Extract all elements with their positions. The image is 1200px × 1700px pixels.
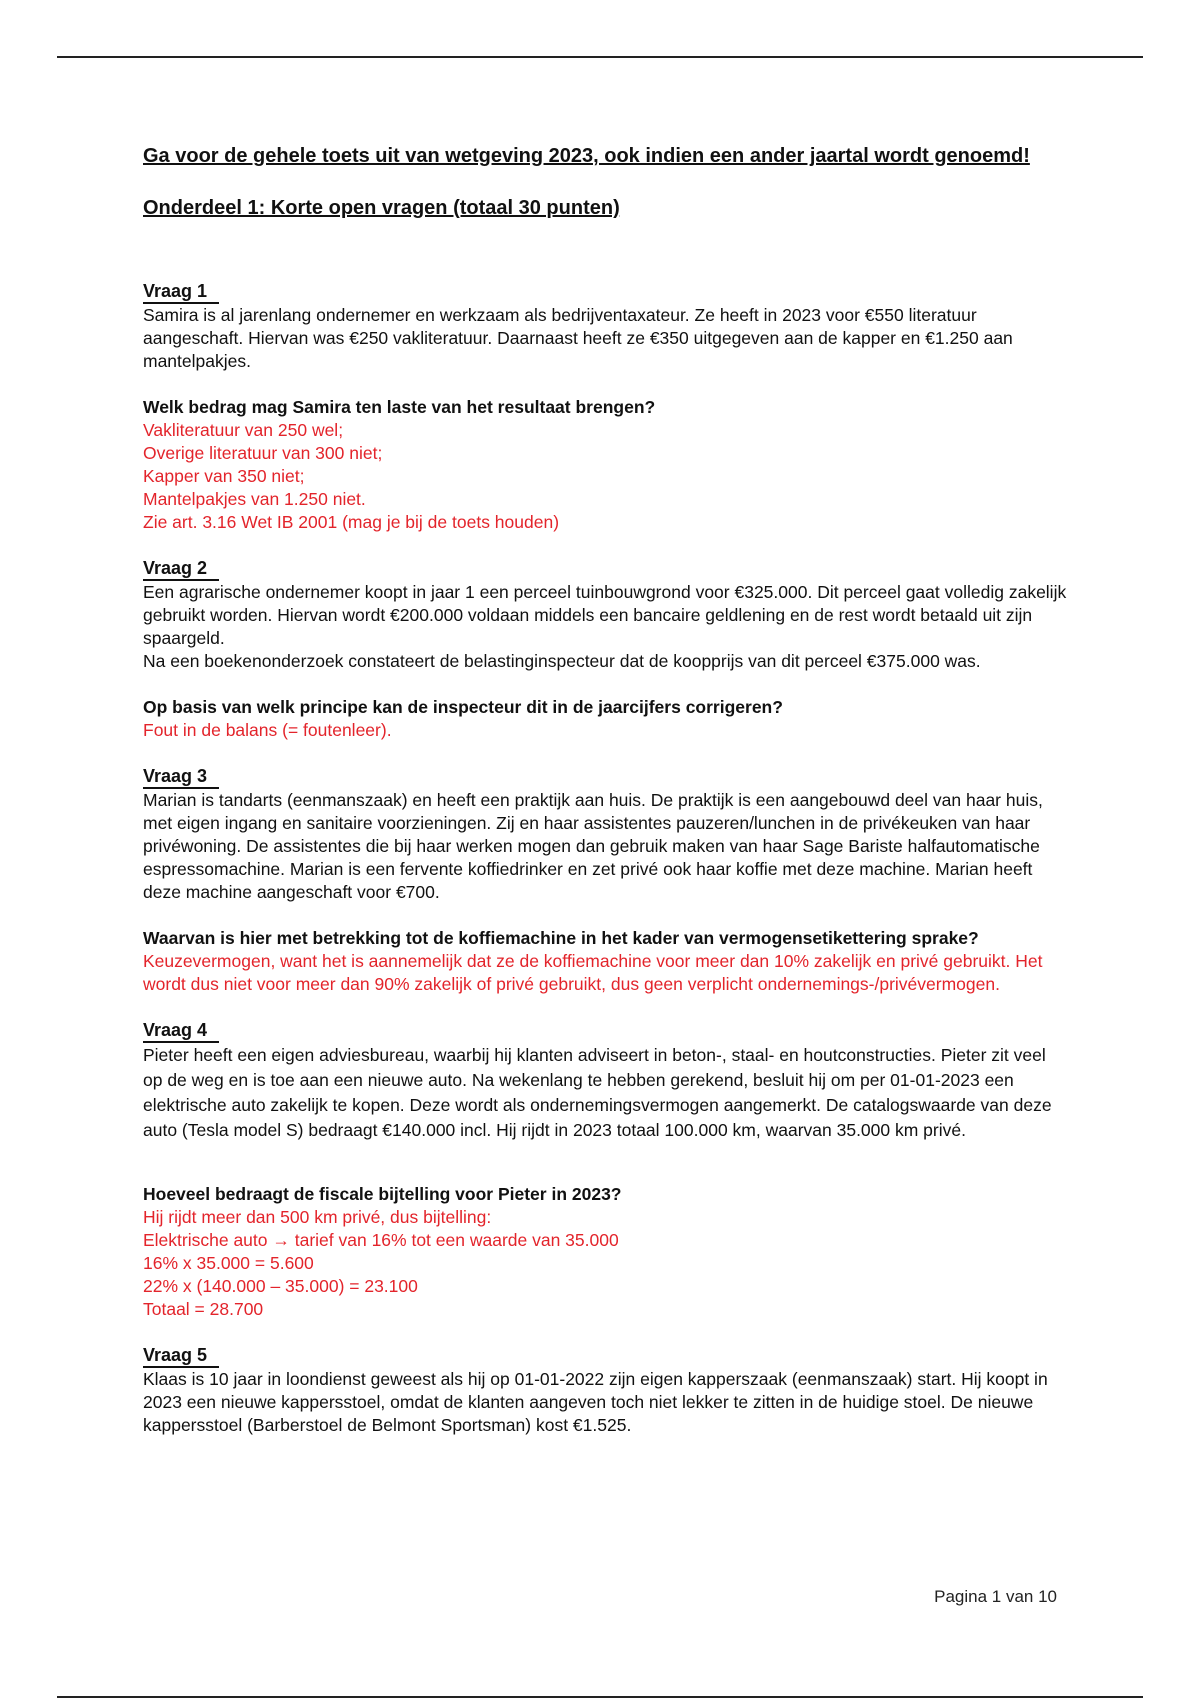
answer-line: Zie art. 3.16 Wet IB 2001 (mag je bij de toets houden) xyxy=(143,512,560,532)
question-label: Vraag 4 xyxy=(143,1019,219,1043)
answer-line: Keuzevermogen, want het is aannemelijk dat ze de koffiemachine voor meer dan 10% zakelijk en privé gebruikt. Het wordt dus niet voor meer dan 90% zakelijk of privé gebruikt, dus geen verplicht ondernemings-/privévermogen. xyxy=(143,951,1043,994)
header-rule xyxy=(57,56,1143,58)
question-prompt: Hoeveel bedraagt de fiscale bijtelling voor Pieter in 2023? xyxy=(143,1184,622,1204)
question-label: Vraag 2 xyxy=(143,557,219,581)
question-block-5 xyxy=(143,1344,1068,1437)
question-block-2 xyxy=(143,557,1068,742)
answer-line: Kapper van 350 niet; xyxy=(143,466,305,486)
document-title: Ga voor de gehele toets uit van wetgeving 2023, ook indien een ander jaartal wordt genoemd! xyxy=(143,145,1030,167)
question-block-4 xyxy=(143,1019,1068,1321)
question-prompt: Op basis van welk principe kan de inspecteur dit in de jaarcijfers corrigeren? xyxy=(143,697,783,717)
document-body xyxy=(143,144,1068,1437)
answer-line: Elektrische auto → tarief van 16% tot een waarde van 35.000 xyxy=(143,1230,619,1250)
question-block-1 xyxy=(143,280,1068,534)
question-label: Vraag 1 xyxy=(143,280,219,304)
question-text: Pieter heeft een eigen adviesbureau, waarbij hij klanten adviseert in beton-, staal- en houtconstructies. Pieter zit veel op de weg en is toe aan een nieuwe auto. Na wekenlang te hebben gerekend, besluit hij om per 01-01-2023 een elektrische auto zakelijk te kopen. Deze wordt als ondernemingsvermogen aangemerkt. De catalogswaarde van deze auto (Tesla model S) bedraagt €140.000 incl. Hij rijdt in 2023 totaal 100.000 km, waarvan 35.000 km privé. xyxy=(143,1045,1052,1140)
answer-line: Vakliteratuur van 250 wel; xyxy=(143,420,344,440)
answer-line: Mantelpakjes van 1.250 niet. xyxy=(143,489,366,509)
question-label: Vraag 3 xyxy=(143,765,219,789)
question-text: Na een boekenonderzoek constateert de belastinginspecteur dat de koopprijs van dit perceel €375.000 was. xyxy=(143,651,981,671)
footer-rule xyxy=(57,1696,1143,1698)
question-text: Klaas is 10 jaar in loondienst geweest als hij op 01-01-2022 zijn eigen kapperszaak (eenmanszaak) start. Hij koopt in 2023 een nieuwe kappersstoel, omdat de klanten aangeven toch niet lekker te zitten in de huidige stoel. De nieuwe kappersstoel (Barberstoel de Belmont Sportsman) kost €1.525. xyxy=(143,1369,1048,1435)
answer-line: Overige literatuur van 300 niet; xyxy=(143,443,383,463)
question-text: Samira is al jarenlang ondernemer en werkzaam als bedrijventaxateur. Ze heeft in 2023 voor €550 literatuur aangeschaft. Hiervan was €250 vakliteratuur. Daarnaast heeft ze €350 uitgegeven aan de kapper en €1.250 aan mantelpakjes. xyxy=(143,305,1013,371)
section-title: Onderdeel 1: Korte open vragen (totaal 30 punten) xyxy=(143,197,620,219)
question-label: Vraag 5 xyxy=(143,1344,219,1368)
question-block-3 xyxy=(143,765,1068,996)
answer-line: 22% x (140.000 – 35.000) = 23.100 xyxy=(143,1276,418,1296)
question-prompt: Waarvan is hier met betrekking tot de koffiemachine in het kader van vermogensetikettering sprake? xyxy=(143,928,979,948)
question-prompt: Welk bedrag mag Samira ten laste van het resultaat brengen? xyxy=(143,397,656,417)
page-number: Pagina 1 van 10 xyxy=(934,1587,1057,1606)
answer-line: 16% x 35.000 = 5.600 xyxy=(143,1253,314,1273)
answer-line: Totaal = 28.700 xyxy=(143,1299,264,1319)
answer-line: Hij rijdt meer dan 500 km privé, dus bijtelling: xyxy=(143,1207,492,1227)
answer-line: Fout in de balans (= foutenleer). xyxy=(143,720,392,740)
question-text: Marian is tandarts (eenmanszaak) en heeft een praktijk aan huis. De praktijk is een aangebouwd deel van haar huis, met eigen ingang en sanitaire voorzieningen. Zij en haar assistentes pauzeren/lunchen in de privékeuken van haar privéwoning. De assistentes die bij haar werken mogen dan gebruik maken van haar Sage Bariste halfautomatische espressomachine. Marian is een fervente koffiedrinker en zet privé ook haar koffie met deze machine. Marian heeft deze machine aangeschaft voor €700. xyxy=(143,790,1043,902)
question-text: Een agrarische ondernemer koopt in jaar 1 een perceel tuinbouwgrond voor €325.000. Dit perceel gaat volledig zakelijk gebruikt worden. Hiervan wordt €200.000 voldaan middels een bancaire geldlening en de rest wordt betaald uit zijn spaargeld. xyxy=(143,582,1067,648)
